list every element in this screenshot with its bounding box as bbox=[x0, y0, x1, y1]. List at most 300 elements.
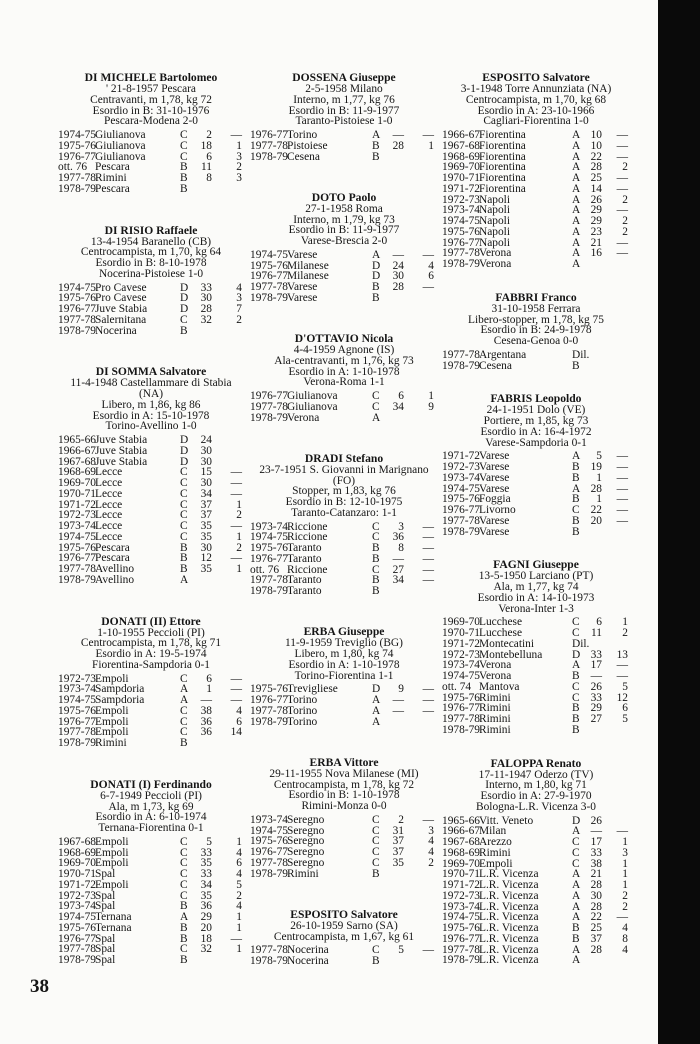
player-info-line: Esordio in B: 12-10-1975 bbox=[285, 496, 403, 508]
career-goals: — bbox=[422, 563, 434, 576]
page-edge-bar bbox=[658, 0, 700, 1044]
career-apps: 6 bbox=[596, 616, 602, 629]
career-div: A bbox=[572, 215, 581, 227]
career-goals: — bbox=[422, 704, 434, 717]
career-season: 1977-78 bbox=[58, 943, 96, 956]
career-div: B bbox=[572, 514, 580, 527]
player-info-line: Esordio in B: 24-9-1978 bbox=[480, 324, 592, 337]
career-club: Torino bbox=[287, 704, 318, 717]
career-season: 1974-75 bbox=[442, 670, 480, 682]
career-div: D bbox=[572, 814, 581, 827]
career-goals: 1 bbox=[622, 857, 628, 870]
career-goals: 1 bbox=[236, 911, 242, 923]
career-apps: 9 bbox=[398, 683, 404, 696]
career-club: Giulianova bbox=[287, 400, 338, 413]
career-goals: 6 bbox=[622, 702, 628, 715]
player-entry bbox=[250, 626, 438, 727]
career-season: 1976-77 bbox=[58, 715, 96, 728]
career-goals: — bbox=[230, 694, 242, 706]
career-club: Pescara bbox=[95, 552, 130, 565]
career-apps: 16 bbox=[590, 247, 602, 260]
player-info-line: Interno, m 1,79, kg 73 bbox=[293, 213, 395, 226]
career-div: C bbox=[180, 139, 188, 152]
career-apps: 21 bbox=[590, 236, 602, 249]
career-row bbox=[250, 141, 438, 152]
career-div: B bbox=[180, 541, 188, 554]
career-season: 1977-78 bbox=[58, 172, 96, 184]
career-div: A bbox=[572, 236, 581, 249]
career-div: C bbox=[180, 835, 188, 848]
career-apps: 15 bbox=[200, 466, 212, 479]
career-season: 1978-79 bbox=[250, 585, 288, 597]
player-info-line: Esordio in B: 1-10-1978 bbox=[288, 789, 400, 802]
career-club: Torino bbox=[287, 694, 318, 706]
career-div: B bbox=[372, 552, 380, 565]
career-apps: 19 bbox=[590, 461, 602, 473]
career-div: D bbox=[572, 648, 581, 661]
career-div: A bbox=[372, 715, 381, 728]
career-apps: 35 bbox=[200, 520, 212, 532]
career-apps: 37 bbox=[200, 498, 212, 511]
career-club: Varese bbox=[287, 291, 318, 304]
career-club: Arezzo bbox=[479, 836, 512, 848]
player-info-line: Taranto-Catanzaro: 1-1 bbox=[291, 506, 397, 519]
career-apps: 29 bbox=[200, 911, 212, 923]
career-div: B bbox=[180, 172, 188, 184]
career-goals: — bbox=[616, 129, 628, 141]
career-div: C bbox=[572, 846, 580, 859]
career-club: Seregno bbox=[287, 856, 325, 869]
career-season: 1974-75 bbox=[58, 530, 96, 543]
career-club: Verona bbox=[479, 670, 512, 682]
career-row bbox=[442, 361, 630, 372]
career-apps: 1 bbox=[206, 683, 212, 696]
career-row bbox=[58, 489, 244, 500]
player-info-line: 17-11-1947 Oderzo (TV) bbox=[478, 768, 594, 781]
career-goals: 4 bbox=[236, 846, 242, 859]
career-goals: — bbox=[422, 574, 434, 587]
career-goals: 2 bbox=[428, 856, 434, 869]
career-club: Seregno bbox=[287, 835, 325, 848]
career-apps: 30 bbox=[590, 889, 602, 902]
career-goals: 2 bbox=[622, 215, 628, 227]
career-season: 1970-71 bbox=[58, 868, 96, 880]
player-info-line: Ala-centravanti, m 1,76, kg 73 bbox=[274, 354, 414, 367]
career-season: 1977-78 bbox=[250, 704, 288, 717]
career-goals: 5 bbox=[236, 878, 242, 891]
career-row bbox=[442, 141, 630, 152]
career-goals: 2 bbox=[622, 193, 628, 206]
player-name: DI SOMMA Salvatore bbox=[95, 365, 207, 379]
player-name: D'OTTAVIO Nicola bbox=[294, 332, 394, 345]
career-apps: 35 bbox=[392, 856, 404, 869]
career-season: 1977-78 bbox=[250, 400, 288, 413]
career-goals: 3 bbox=[236, 172, 242, 184]
career-goals: — bbox=[616, 514, 628, 527]
player-info-line: Esordio in A: 15-10-1978 bbox=[92, 409, 210, 422]
career-goals: — bbox=[230, 672, 242, 685]
career-goals: — bbox=[616, 825, 628, 838]
career-apps: 11 bbox=[591, 627, 602, 639]
career-club: Avellino bbox=[95, 573, 135, 586]
career-season: 1976-77 bbox=[442, 504, 480, 516]
career-season: 1967-68 bbox=[442, 139, 480, 152]
career-div: C bbox=[372, 846, 380, 858]
career-div: C bbox=[372, 856, 380, 869]
career-apps: 27 bbox=[392, 563, 404, 576]
career-table bbox=[250, 522, 438, 597]
career-club: Varese bbox=[479, 525, 510, 538]
career-season: ott. 74 bbox=[442, 680, 472, 693]
career-table bbox=[58, 130, 244, 195]
career-div: A bbox=[572, 911, 581, 924]
career-table bbox=[250, 391, 438, 423]
career-apps: 28 bbox=[590, 900, 602, 913]
career-goals: 3 bbox=[622, 846, 628, 859]
career-row bbox=[58, 738, 244, 749]
career-div: A bbox=[572, 868, 581, 881]
career-row bbox=[442, 227, 630, 238]
career-div: C bbox=[180, 889, 188, 902]
career-club: Trevigliese bbox=[287, 683, 338, 696]
player-info-line: Nocerina-Pistoiese 1-0 bbox=[98, 267, 204, 280]
career-goals: 3 bbox=[236, 150, 242, 163]
player-info-line: Esordio in A: 19-5-1974 bbox=[95, 648, 207, 660]
player-name: DOTO Paolo bbox=[311, 190, 377, 204]
player-info-line: 2-5-1958 Milano bbox=[305, 83, 383, 95]
career-season: 1967-68 bbox=[58, 455, 96, 468]
career-apps: 37 bbox=[590, 932, 602, 945]
career-season: 1978-79 bbox=[250, 867, 288, 880]
career-row bbox=[250, 554, 438, 565]
career-apps: 35 bbox=[200, 889, 212, 902]
career-div: D bbox=[180, 303, 189, 315]
career-apps: 1 bbox=[596, 471, 602, 484]
career-goals: 5 bbox=[622, 713, 628, 725]
career-season: 1975-76 bbox=[58, 292, 96, 305]
career-goals: 2 bbox=[236, 161, 242, 174]
career-div: A bbox=[572, 943, 581, 956]
career-club: L.R. Vicenza bbox=[479, 911, 539, 924]
player-name: FABBRI Franco bbox=[495, 290, 577, 304]
player-info-line: Libero, m 1,86, kg 86 bbox=[101, 398, 201, 411]
career-goals: — bbox=[230, 552, 242, 565]
career-div: B bbox=[572, 713, 580, 725]
career-goals: 2 bbox=[622, 889, 628, 902]
player-info-line: 13-4-1954 Baranello (CB) bbox=[90, 235, 212, 248]
career-goals: 2 bbox=[622, 225, 628, 238]
player-entry bbox=[58, 366, 244, 585]
career-row bbox=[250, 250, 438, 261]
player-name: FALOPPA Renato bbox=[490, 756, 582, 770]
career-club: Vitt. Veneto bbox=[479, 814, 534, 827]
career-row bbox=[442, 350, 630, 361]
career-apps: 32 bbox=[200, 313, 212, 326]
career-goals: 1 bbox=[428, 139, 434, 152]
career-goals: — bbox=[422, 813, 434, 826]
column-1 bbox=[58, 72, 244, 966]
career-table bbox=[442, 617, 630, 735]
career-club: Riccione bbox=[287, 563, 328, 576]
career-div: B bbox=[180, 324, 188, 337]
player-name: DI RISIO Raffaele bbox=[104, 223, 198, 237]
career-season: 1972-73 bbox=[58, 672, 96, 685]
career-div: A bbox=[572, 247, 581, 260]
career-club: Varese bbox=[479, 482, 510, 495]
career-season: 1976-77 bbox=[442, 236, 480, 249]
career-club: Pistoiese bbox=[287, 139, 328, 152]
player-info-line: Varese-Sampdoria 0-1 bbox=[485, 436, 587, 449]
career-goals: 6 bbox=[236, 857, 242, 870]
career-club: Empoli bbox=[95, 715, 129, 728]
career-goals: — bbox=[616, 670, 628, 682]
career-season: 1976-77 bbox=[442, 932, 480, 945]
career-season: 1977-78 bbox=[58, 726, 96, 739]
career-season: 1976-77 bbox=[58, 932, 96, 945]
career-season: 1973-74 bbox=[250, 813, 288, 826]
career-goals: 2 bbox=[236, 541, 242, 554]
career-apps: 29 bbox=[590, 702, 602, 715]
career-goals: 4 bbox=[236, 868, 242, 880]
career-goals: — bbox=[616, 204, 628, 217]
career-club: Argentana bbox=[479, 348, 527, 361]
career-season: 1969-70 bbox=[58, 477, 96, 489]
career-div: C bbox=[180, 313, 188, 326]
player-name: ERBA Vittore bbox=[309, 755, 379, 769]
career-goals: 2 bbox=[622, 627, 628, 639]
career-season: 1977-78 bbox=[442, 713, 480, 725]
player-info-line: 27-1-1958 Roma bbox=[305, 202, 383, 215]
career-club: Juve Stabia bbox=[95, 434, 148, 446]
player-info-line: Libero-stopper, m 1,78, kg 75 bbox=[468, 313, 604, 326]
career-season: 1977-78 bbox=[58, 563, 96, 575]
career-row bbox=[442, 527, 630, 538]
career-club: Spal bbox=[95, 943, 116, 956]
career-div: C bbox=[372, 835, 380, 848]
career-club: Rimini bbox=[479, 713, 511, 725]
career-club: Cesena bbox=[287, 150, 320, 163]
career-season: 1977-78 bbox=[442, 348, 480, 361]
career-season: 1977-78 bbox=[58, 313, 96, 326]
career-goals: — bbox=[230, 683, 242, 696]
career-apps: 2 bbox=[398, 813, 404, 826]
player-info-line: Esordio in A: 14-10-1973 bbox=[477, 591, 595, 604]
career-season: 1973-74 bbox=[442, 204, 480, 217]
career-div: C bbox=[572, 836, 580, 848]
career-apps: 33 bbox=[200, 868, 212, 880]
career-table bbox=[442, 350, 630, 372]
career-apps: 21 bbox=[590, 868, 602, 881]
career-div: A bbox=[572, 659, 581, 672]
career-season: 1978-79 bbox=[442, 359, 480, 372]
career-season: ott. 76 bbox=[250, 563, 280, 576]
career-div: C bbox=[572, 616, 580, 629]
career-div: B bbox=[372, 281, 380, 293]
career-goals: 1 bbox=[622, 836, 628, 848]
career-row bbox=[58, 575, 244, 586]
career-season: 1978-79 bbox=[250, 955, 288, 967]
career-row bbox=[442, 891, 630, 902]
career-row bbox=[250, 402, 438, 413]
career-apps: 24 bbox=[392, 259, 404, 272]
career-season: 1975-76 bbox=[58, 704, 96, 717]
career-season: 1975-76 bbox=[58, 541, 96, 554]
career-club: Seregno bbox=[287, 813, 325, 826]
career-goals: — bbox=[422, 552, 434, 565]
career-apps: 36 bbox=[200, 726, 212, 739]
column-3 bbox=[442, 72, 630, 966]
career-apps: 36 bbox=[200, 900, 212, 913]
career-goals: 4 bbox=[622, 943, 628, 956]
career-div: C bbox=[372, 824, 380, 837]
career-club: Napoli bbox=[479, 236, 511, 249]
career-div: C bbox=[180, 150, 188, 163]
career-apps: 2 bbox=[206, 129, 212, 141]
career-season: 1976-77 bbox=[58, 303, 96, 315]
career-apps: 26 bbox=[590, 680, 602, 693]
career-season: 1972-73 bbox=[442, 461, 480, 473]
player-info-line: Portiere, m 1,85, kg 73 bbox=[483, 415, 589, 427]
career-apps: 22 bbox=[590, 911, 602, 924]
career-season: 1973-74 bbox=[442, 900, 480, 913]
career-season: 1969-70 bbox=[442, 616, 480, 629]
player-entry bbox=[442, 393, 630, 537]
career-row bbox=[58, 837, 244, 848]
career-goals: — bbox=[422, 248, 434, 261]
career-goals: 1 bbox=[428, 390, 434, 402]
career-season: 1978-79 bbox=[58, 324, 96, 337]
career-season: 1975-76 bbox=[442, 493, 480, 506]
career-apps: 34 bbox=[200, 487, 212, 500]
career-div: A bbox=[572, 129, 581, 141]
career-season: 1965-66 bbox=[442, 814, 480, 827]
career-season: 1971-72 bbox=[442, 879, 480, 891]
career-div: C bbox=[372, 520, 380, 533]
career-goals: 1 bbox=[236, 530, 242, 543]
career-club: Fiorentina bbox=[479, 182, 526, 195]
career-div: D bbox=[180, 281, 189, 294]
career-goals: — bbox=[616, 139, 628, 152]
career-div: A bbox=[372, 704, 381, 717]
career-season: 1965-66 bbox=[58, 434, 96, 446]
career-apps: — bbox=[392, 704, 404, 717]
career-club: Empoli bbox=[95, 857, 129, 870]
career-apps: 32 bbox=[200, 943, 212, 956]
career-season: 1977-78 bbox=[442, 514, 480, 527]
career-club: L.R. Vicenza bbox=[479, 889, 539, 902]
career-div: B bbox=[572, 359, 580, 372]
career-apps: 35 bbox=[200, 563, 212, 575]
career-club: Pescara bbox=[95, 161, 130, 174]
career-apps: 36 bbox=[200, 715, 212, 728]
career-goals: 2 bbox=[236, 313, 242, 326]
career-goals: 8 bbox=[622, 932, 628, 945]
career-club: Verona bbox=[479, 659, 512, 672]
career-div: C bbox=[372, 400, 380, 413]
career-row bbox=[250, 706, 438, 717]
career-row bbox=[442, 848, 630, 859]
career-club: L.R. Vicenza bbox=[479, 879, 539, 891]
career-apps: 28 bbox=[392, 281, 404, 293]
career-apps: 6 bbox=[206, 672, 212, 685]
career-club: L.R. Vicenza bbox=[479, 922, 539, 934]
player-info-line: Libero, m 1,80, kg 74 bbox=[294, 648, 394, 660]
career-apps: 14 bbox=[590, 182, 602, 195]
career-apps: 38 bbox=[590, 857, 602, 870]
career-apps: 5 bbox=[596, 450, 602, 463]
career-apps: 29 bbox=[590, 204, 602, 217]
career-season: 1977-78 bbox=[250, 574, 288, 587]
career-table bbox=[58, 435, 244, 586]
career-season: 1973-74 bbox=[58, 520, 96, 532]
career-div: C bbox=[572, 504, 580, 516]
career-apps: 34 bbox=[200, 878, 212, 891]
career-season: 1976-77 bbox=[250, 552, 288, 565]
career-season: 1977-78 bbox=[250, 281, 288, 293]
career-apps: 34 bbox=[392, 400, 404, 413]
career-goals: 4 bbox=[428, 259, 434, 272]
career-club: Pro Cavese bbox=[95, 292, 147, 305]
career-season: 1974-75 bbox=[58, 694, 96, 706]
player-info-line: Interno, m 1,80, kg 71 bbox=[485, 779, 587, 792]
career-season: 1975-76 bbox=[250, 683, 288, 696]
career-div: A bbox=[572, 889, 581, 902]
career-season: 1968-69 bbox=[58, 466, 96, 479]
career-apps: 28 bbox=[590, 879, 602, 891]
career-goals: — bbox=[422, 944, 434, 957]
career-club: Giulianova bbox=[95, 129, 146, 141]
career-season: 1976-77 bbox=[250, 694, 288, 706]
player-info-line: 11-4-1948 Castellammare di Stabia (NA) bbox=[70, 377, 232, 400]
career-season: 1974-75 bbox=[442, 215, 480, 227]
career-season: 1978-79 bbox=[58, 573, 96, 586]
career-goals: 1 bbox=[622, 879, 628, 891]
career-goals: — bbox=[616, 182, 628, 195]
career-season: 1978-79 bbox=[442, 258, 480, 270]
career-goals: — bbox=[230, 520, 242, 532]
player-info-line: Rimini-Monza 0-0 bbox=[301, 800, 387, 812]
career-season: 1978-79 bbox=[58, 954, 96, 966]
player-entry bbox=[250, 453, 438, 597]
career-div: B bbox=[572, 723, 580, 736]
career-season: 1976-77 bbox=[250, 390, 288, 402]
career-apps: 30 bbox=[200, 444, 212, 457]
career-season: 1973-74 bbox=[442, 659, 480, 672]
player-info-line: Centrocampista, m 1,70, kg 64 bbox=[80, 246, 222, 259]
career-apps: 26 bbox=[590, 193, 602, 206]
career-div: C bbox=[180, 530, 188, 543]
career-div: A bbox=[372, 248, 381, 261]
career-club: Varese bbox=[479, 450, 510, 463]
player-info-line: Esordio in B: 31-10-1976 bbox=[92, 104, 210, 117]
career-season: 1976-77 bbox=[250, 129, 288, 141]
player-info-line: 26-10-1959 Sarno (SA) bbox=[290, 919, 398, 932]
career-goals: — bbox=[422, 531, 434, 544]
career-season: 1974-75 bbox=[250, 248, 288, 261]
player-info-line: Centravanti, m 1,78, kg 72 bbox=[90, 93, 212, 106]
career-div: A bbox=[372, 129, 381, 141]
career-club: Riccione bbox=[287, 531, 328, 544]
career-table bbox=[250, 250, 438, 304]
career-season: 1972-73 bbox=[442, 193, 480, 206]
player-info-line: Stopper, m 1,83, kg 76 bbox=[292, 485, 396, 498]
career-season: 1978-79 bbox=[250, 291, 288, 304]
career-club: Juve Stabia bbox=[95, 303, 148, 315]
career-goals: 14 bbox=[230, 726, 242, 739]
career-div: A bbox=[180, 683, 189, 696]
career-club: Napoli bbox=[479, 225, 511, 238]
career-row bbox=[442, 934, 630, 945]
